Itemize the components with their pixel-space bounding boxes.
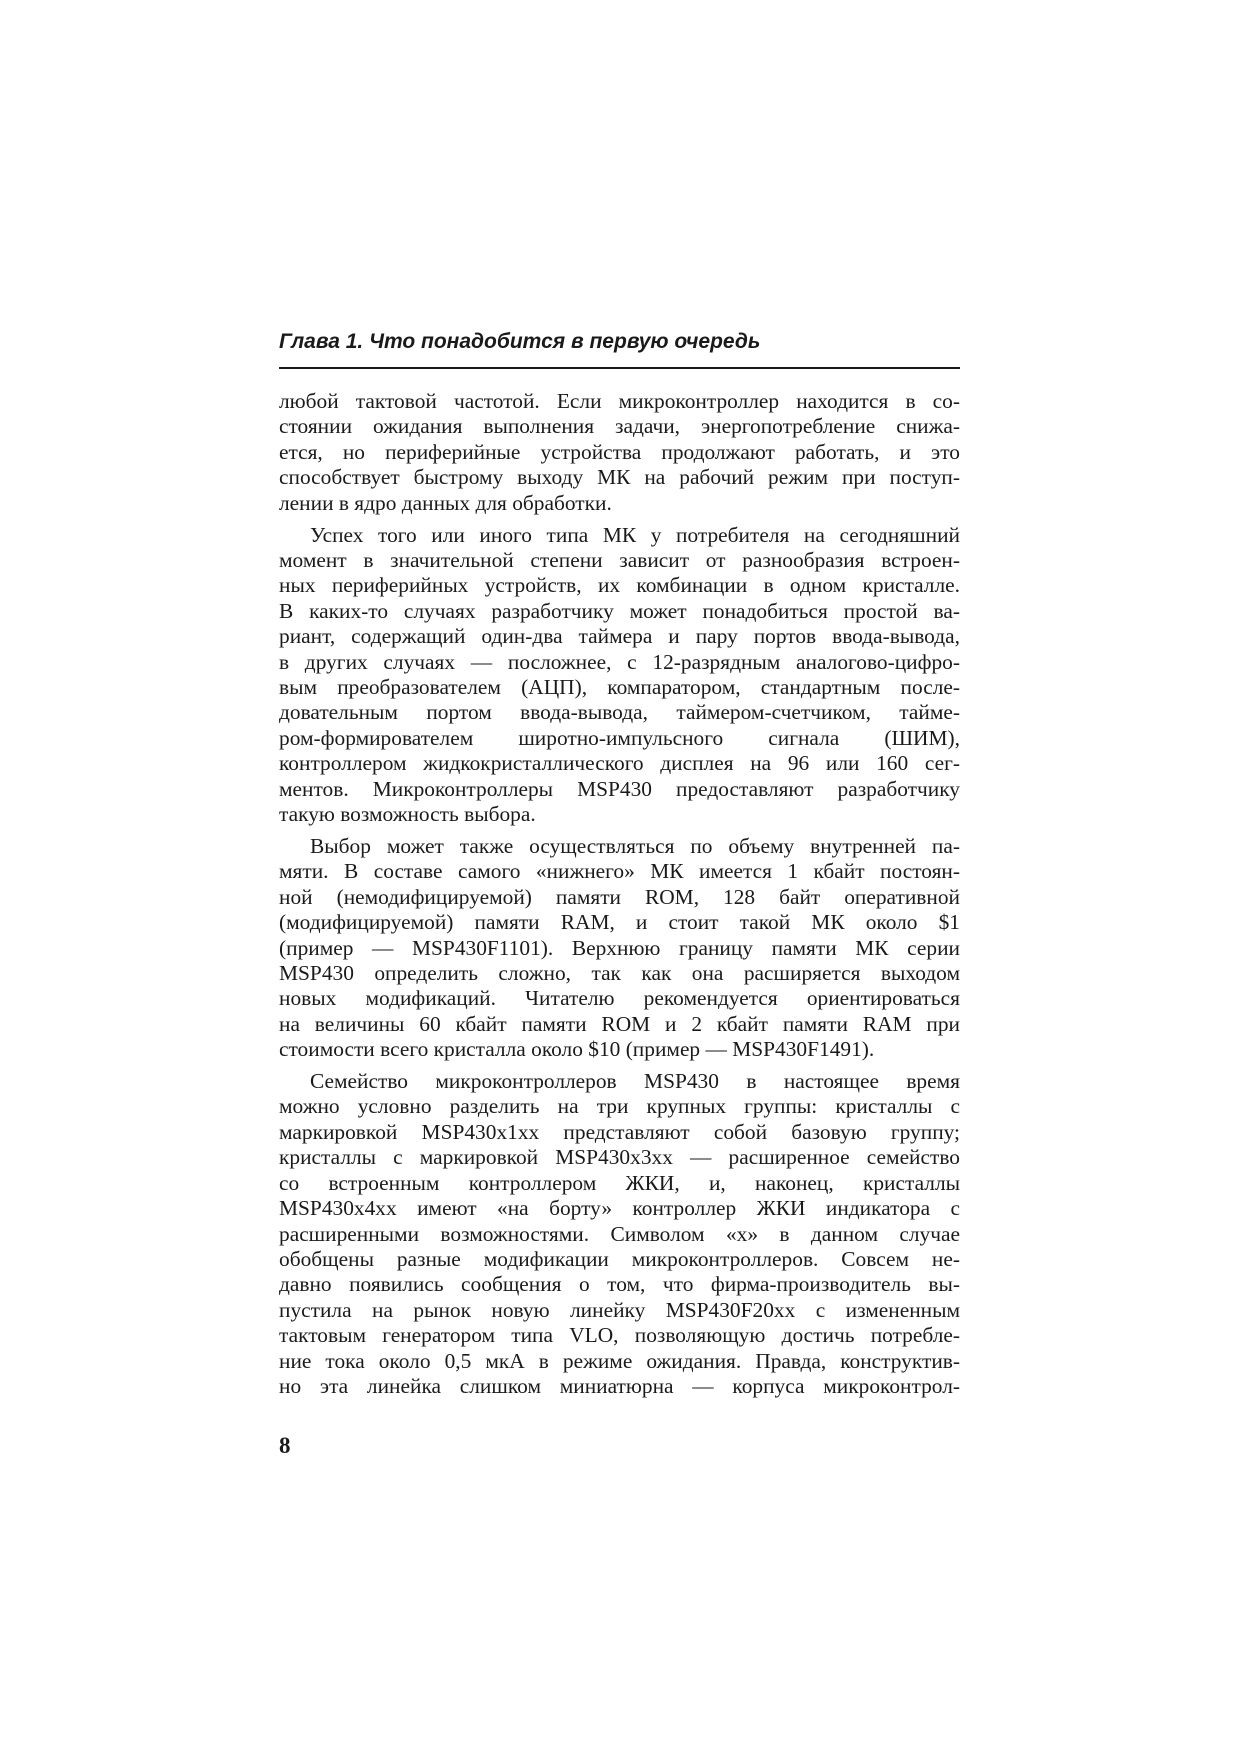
header-rule (279, 367, 960, 369)
text-line: (модифицируемой) памяти RAM, и стоит такой МК около $1 (279, 910, 960, 935)
text-line: ние тока около 0,5 мкА в режиме ожидания. Правда, конструктив- (279, 1348, 960, 1373)
page-number: 8 (279, 1433, 291, 1458)
text-line: стоимости всего кристалла около $10 (пример — MSP430F1491). (279, 1037, 875, 1062)
text-line: довательным портом ввода-вывода, таймером-счетчиком, тайме- (279, 700, 960, 725)
text-line: (пример — MSP430F1101). Верхнюю границу памяти МК серии (279, 935, 960, 960)
text-line: маркировкой MSP430x1xx представляют собой базовую группу; (279, 1119, 960, 1144)
text-line: тактовым генератором типа VLO, позволяющую достичь потребле- (279, 1323, 960, 1348)
text-line: контроллером жидкокристаллического дисплея на 96 или 160 сег- (279, 751, 960, 776)
text-line: ется, но периферийные устройства продолжают работать, и это (279, 439, 960, 464)
text-line: пустила на рынок новую линейку MSP430F20xx с измененным (279, 1297, 960, 1322)
text-line: мяти. В составе самого «нижнего» МК имеется 1 кбайт постоян- (279, 859, 960, 884)
text-line: Выбор может также осуществляться по объему внутренней па- (310, 833, 960, 858)
text-line: лении в ядро данных для обработки. (279, 490, 612, 515)
text-line: ной (немодифицируемой) памяти ROM, 128 байт оперативной (279, 884, 960, 909)
text-line: вым преобразователем (АЦП), компаратором, стандартным после- (279, 674, 960, 699)
paragraph-2 (279, 523, 960, 828)
text-line: ром-формирователем широтно-импульсного сигнала (ШИМ), (279, 725, 960, 750)
text-line: момент в значительной степени зависит от разнообразия встроен- (279, 547, 960, 572)
body-text (279, 389, 960, 1406)
paragraph-4 (279, 1069, 960, 1399)
text-line: можно условно разделить на три крупных группы: кристаллы с (279, 1094, 960, 1119)
text-line: ных периферийных устройств, их комбинации в одном кристалле. (279, 573, 960, 598)
text-line: ментов. Микроконтроллеры MSP430 предоставляют разработчику (279, 776, 960, 801)
text-line: в других случаях — посложнее, с 12-разрядным аналогово-цифро- (279, 649, 960, 674)
text-line: стоянии ожидания выполнения задачи, энергопотребление снижа- (279, 414, 960, 439)
text-line: такую возможность выбора. (279, 802, 536, 826)
text-line: новых модификаций. Читателю рекомендуется ориентироваться (279, 986, 960, 1011)
running-head: Глава 1. Что понадобится в первую очередь (279, 330, 761, 353)
text-line: MSP430x4xx имеют «на борту» контроллер ЖКИ индикатора с (279, 1196, 960, 1221)
text-line: способствует быстрому выходу МК на рабочий режим при поступ- (279, 465, 960, 490)
text-line: расширенными возможностями. Символом «x» в данном случае (279, 1221, 960, 1246)
paragraph-3 (279, 834, 960, 1063)
text-line: риант, содержащий один-два таймера и пару портов ввода-вывода, (279, 624, 960, 649)
text-line: любой тактовой частотой. Если микроконтроллер находится в со- (279, 389, 960, 413)
text-line: но эта линейка слишком миниатюрна — корпуса микроконтрол- (279, 1373, 960, 1398)
text-line: кристаллы с маркировкой MSP430x3xx — расширенное семейство (279, 1145, 960, 1170)
text-line: В каких-то случаях разработчику может понадобиться простой ва- (279, 598, 960, 623)
paragraph-1 (279, 389, 960, 516)
text-line: Успех того или иного типа МК у потребителя на сегодняшний (310, 522, 960, 547)
text-line: со встроенным контроллером ЖКИ, и, наконец, кристаллы (279, 1170, 960, 1195)
text-line: на величины 60 кбайт памяти ROM и 2 кбайт памяти RAM при (279, 1011, 960, 1036)
text-line: обобщены разные модификации микроконтроллеров. Совсем не- (279, 1246, 960, 1271)
text-line: давно появились сообщения о том, что фирма-производитель вы- (279, 1272, 960, 1297)
text-line: MSP430 определить сложно, так как она расширяется выходом (279, 960, 960, 985)
text-line: Семейство микроконтроллеров MSP430 в настоящее время (310, 1069, 960, 1094)
